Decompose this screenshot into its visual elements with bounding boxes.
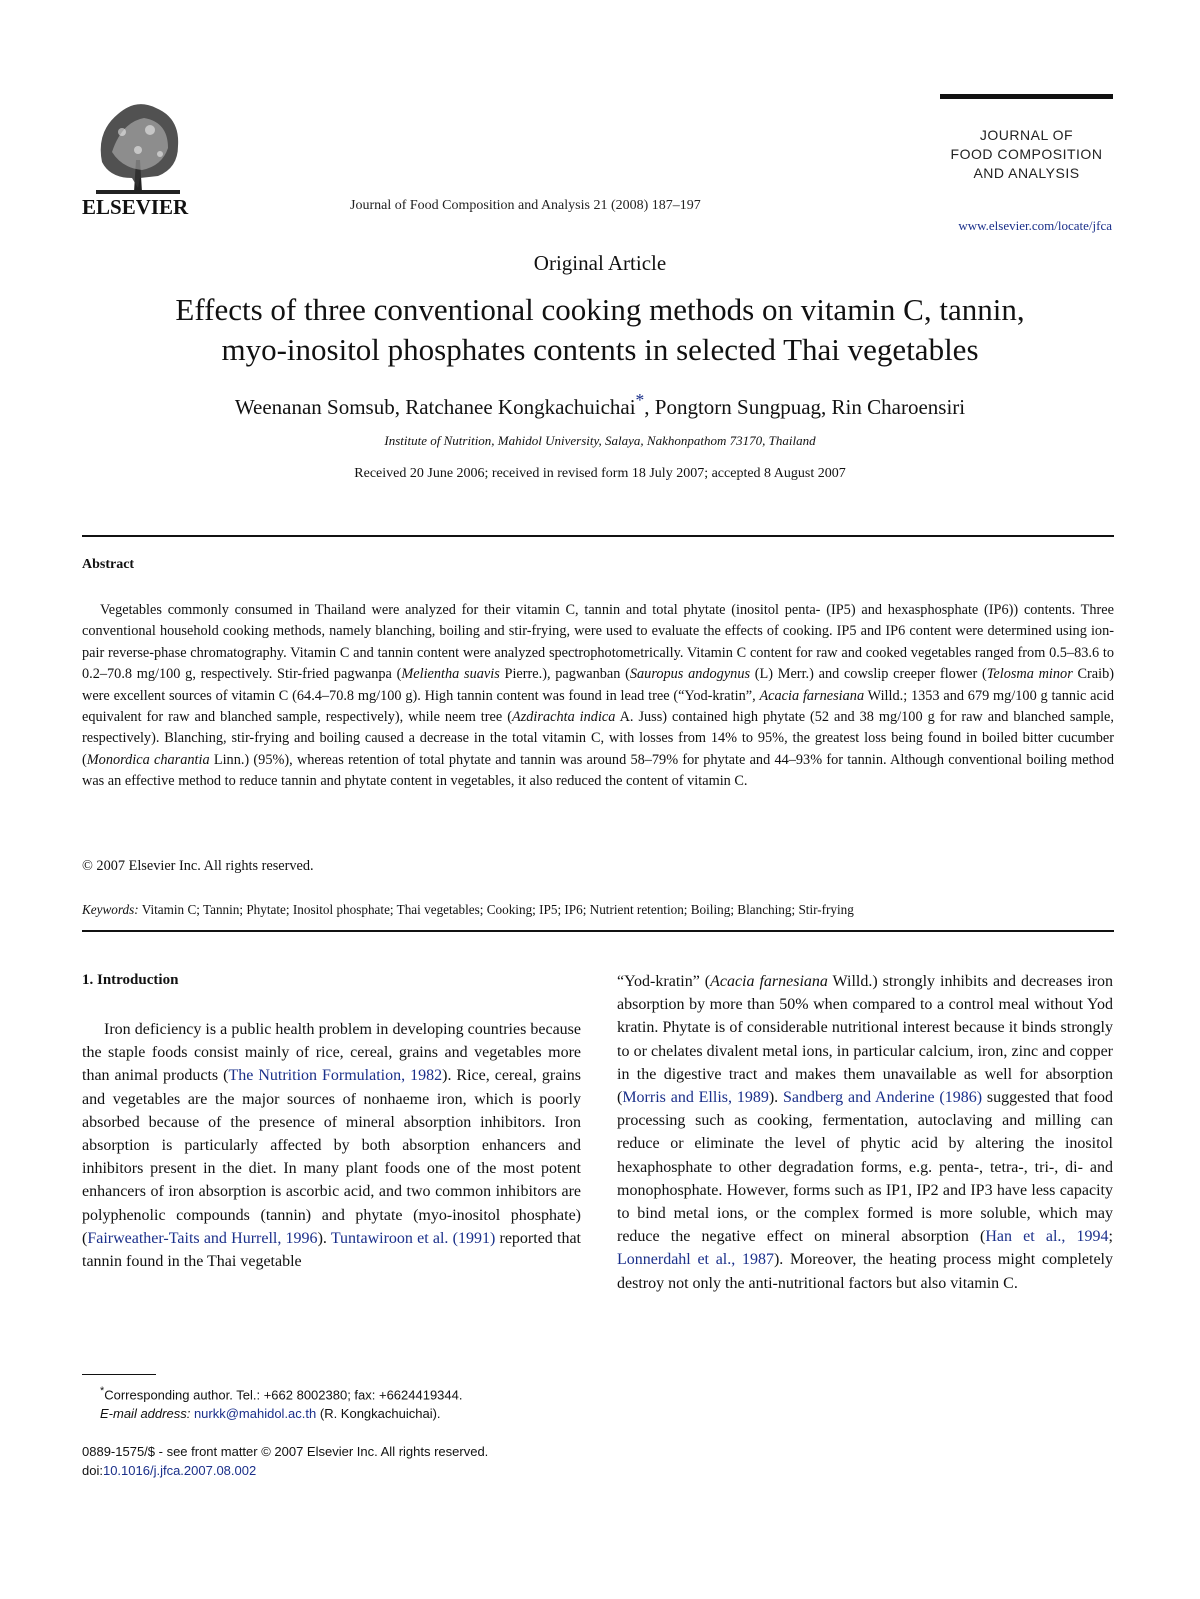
paragraph <box>617 970 1113 1295</box>
corresponding-author-footnote <box>82 1382 602 1423</box>
email-owner: (R. Kongkachuichai). <box>316 1406 441 1422</box>
citation-link[interactable]: The Nutrition Formulation, 1982 <box>228 1067 443 1085</box>
text-segment: “Yod-kratin” ( <box>617 973 711 990</box>
citation-link[interactable]: Morris and Ellis, 1989 <box>622 1089 769 1107</box>
doi-link[interactable]: 10.1016/j.jfca.2007.08.002 <box>102 1463 257 1478</box>
species-name: Acacia farnesiana <box>759 687 865 704</box>
footnote-line <box>82 1404 602 1423</box>
journal-citation: Journal of Food Composition and Analysis 21 (2008) 187–197 <box>350 198 701 213</box>
species-name: Sauropus andogynus <box>629 666 751 683</box>
abstract-segment: A. Juss) contained high phytate (52 and 38 mg/100 g for raw and blanched sample, respectively). Blanching, stir-frying and boiling caused a decrease in the total vitamin C, with losses from 14% to 95%, the greatest loss being found in boiled bitter cucumber ( <box>82 709 1114 768</box>
text-segment: ). <box>317 1229 331 1247</box>
abstract-segment: Vegetables commonly consumed in Thailand were analyzed for their vitamin C, tannin and total phytate (inositol penta- (IP5) and hexasphosphate (IP6)) contents. Three conventional household cooking methods, namely blanching, boiling and stir-frying, were used to evaluate the effects of cooking. IP5 and IP6 content were determined using ion-pair reverse-phase chromatography. Vitamin C and tannin content were analyzed spectrophotometrically. Vitamin C content for raw and cooked vegetables ranged from 0.5–83.6 to 0.2–70.8 mg/100 g, respectively. Stir-fried pagwanpa ( <box>82 602 1114 683</box>
article-title <box>60 290 1140 370</box>
abstract-heading: Abstract <box>82 557 135 572</box>
journal-url-link[interactable]: www.elsevier.com/locate/jfca <box>958 218 1112 233</box>
journal-name-line: AND ANALYSIS <box>973 165 1080 181</box>
footnote-line <box>82 1382 602 1404</box>
citation-link[interactable]: Fairweather-Taits and Hurrell, 1996 <box>87 1229 318 1247</box>
text-segment: ). Rice, cereal, grains and vegetables are the major sources of nonhaeme iron, which is poorly absorbed because of the presence of mineral absorption inhibitors. Iron absorption is particularly affected by both absorption enhancers and inhibitors present in the diet. In many plant foods one of the most potent enhancers of iron absorption is ascorbic acid, and two common inhibitors are polyphenolic compounds (tannin) and phytate (myo-inositol phosphate) ( <box>82 1067 582 1247</box>
species-name: Acacia farnesiana <box>710 973 828 990</box>
front-matter <box>82 1442 602 1480</box>
keywords-label: Keywords: <box>82 902 139 917</box>
citation-link[interactable]: Sandberg and Anderine (1986) <box>783 1089 983 1107</box>
doi-line <box>82 1461 602 1480</box>
text-segment: ). Moreover, the heating process might completely destroy not only the anti-nutritional factors but also vitamin C. <box>617 1251 1113 1292</box>
author-list: Weenanan Somsub, Ratchanee Kongkachuichai <box>234 395 636 419</box>
abstract-segment: (L) Merr.) and cowslip creeper flower ( <box>750 666 987 683</box>
citation-link[interactable]: Lonnerdahl et al., 1987 <box>617 1251 774 1269</box>
text-segment: ; <box>1108 1228 1113 1246</box>
abstract-segment: Craib) were excellent sources of vitamin C (64.4–70.8 mg/100 g). High tannin content was found in lead tree (“Yod-kratin”, <box>82 666 1115 704</box>
title-line: Effects of three conventional cooking methods on vitamin C, tannin, <box>175 292 1025 327</box>
abstract-top-rule <box>82 535 1114 537</box>
species-name: Telosma minor <box>986 666 1073 683</box>
citation-link[interactable]: Tuntawiroon et al. (1991) <box>330 1229 496 1247</box>
abstract-segment: Willd.; 1353 and 679 mg/100 g tannic acid equivalent for raw and blanched sample, respectively), while neem tree ( <box>82 687 1114 726</box>
publisher-name: ELSEVIER <box>82 195 189 216</box>
authors <box>40 390 1160 420</box>
text-segment: Willd.) strongly inhibits and decreases iron absorption by more than 50% when compared to a control meal without Yod kratin. Phytate is of considerable nutritional interest because it binds strongly to or chelates divalent metal ions, in particular calcium, iron, zinc and copper in the digestive tract and makes them unavailable as well for absorption ( <box>617 973 1113 1107</box>
body-column-left <box>82 1018 581 1273</box>
affiliation: Institute of Nutrition, Mahidol University, Salaya, Nakhonpathom 73170, Thailand <box>384 433 816 448</box>
corresponding-author-mark[interactable]: * <box>635 390 645 410</box>
abstract-text <box>82 600 1114 793</box>
doi-label: doi: <box>82 1463 103 1478</box>
journal-name-line: FOOD COMPOSITION <box>950 146 1103 162</box>
footnote-mark: * <box>100 1385 105 1397</box>
text-segment: suggested that food processing such as cooking, fermentation, autoclaving and milling can reduce or eliminate the level of phytic acid by altering the inositol hexaphosphate to other degradation forms, e.g. penta-, tetra-, tri-, di- and monophosphate. However, forms such as IP1, IP2 and IP3 have less capacity to bind metal ions, or the complex formed is more soluble, which may reduce the negative effect on mineral absorption ( <box>617 1089 1114 1246</box>
abstract-copyright: © 2007 Elsevier Inc. All rights reserved. <box>82 858 314 874</box>
text-segment: reported that tannin found in the Thai vegetable <box>82 1229 581 1271</box>
author-list: , Pongtorn Sungpuag, Rin Charoensiri <box>644 395 966 419</box>
keywords <box>82 902 1122 918</box>
species-name: Melientha suavis <box>401 666 500 683</box>
footnote-text: Corresponding author. Tel.: +662 8002380; fax: +6624419344. <box>104 1387 463 1403</box>
article-type: Original Article <box>533 251 667 275</box>
species-name: Azdirachta indica <box>511 709 616 726</box>
text-segment: Iron deficiency is a public health problem in developing countries because the staple foods consist mainly of rice, cereal, grains and vegetables more than animal products ( <box>82 1021 581 1085</box>
paragraph <box>82 1018 581 1273</box>
elsevier-logo <box>82 92 194 216</box>
received-dates: Received 20 June 2006; received in revised form 18 July 2007; accepted 8 August 2007 <box>354 466 846 481</box>
email-link[interactable]: nurkk@mahidol.ac.th <box>193 1406 317 1422</box>
journal-name-line: JOURNAL OF <box>979 127 1074 143</box>
citation-link[interactable]: Han et al., 1994 <box>985 1228 1109 1246</box>
footnote-rule <box>82 1374 156 1375</box>
elsevier-tree-icon <box>82 92 194 216</box>
text-segment: ). <box>768 1089 784 1107</box>
title-line: myo-inositol phosphates contents in selected Thai vegetables <box>221 332 979 367</box>
abstract-segment: Pierre.), pagwanban ( <box>499 666 630 683</box>
body-column-right <box>617 970 1113 1295</box>
keywords-list: Vitamin C; Tannin; Phytate; Inositol phosphate; Thai vegetables; Cooking; IP5; IP6; Nutrient retention; Boiling; Blanching; Stir-frying <box>138 902 854 917</box>
email-label: E-mail address: <box>100 1406 191 1422</box>
issn-line: 0889-1575/$ - see front matter © 2007 Elsevier Inc. All rights reserved. <box>82 1444 489 1459</box>
journal-rule <box>940 94 1113 99</box>
abstract-segment: Linn.) (95%), whereas retention of total phytate and tannin was around 58–79% for phytate and 44–93% for tannin. Although conventional boiling method was an effective method to reduce tannin and phytate content in vegetables, it also reduced the content of vitamin C. <box>82 751 1114 790</box>
section-heading-introduction: 1. Introduction <box>82 972 179 988</box>
journal-name <box>940 126 1113 183</box>
species-name: Monordica charantia <box>86 751 210 768</box>
abstract-bottom-rule <box>82 930 1114 932</box>
